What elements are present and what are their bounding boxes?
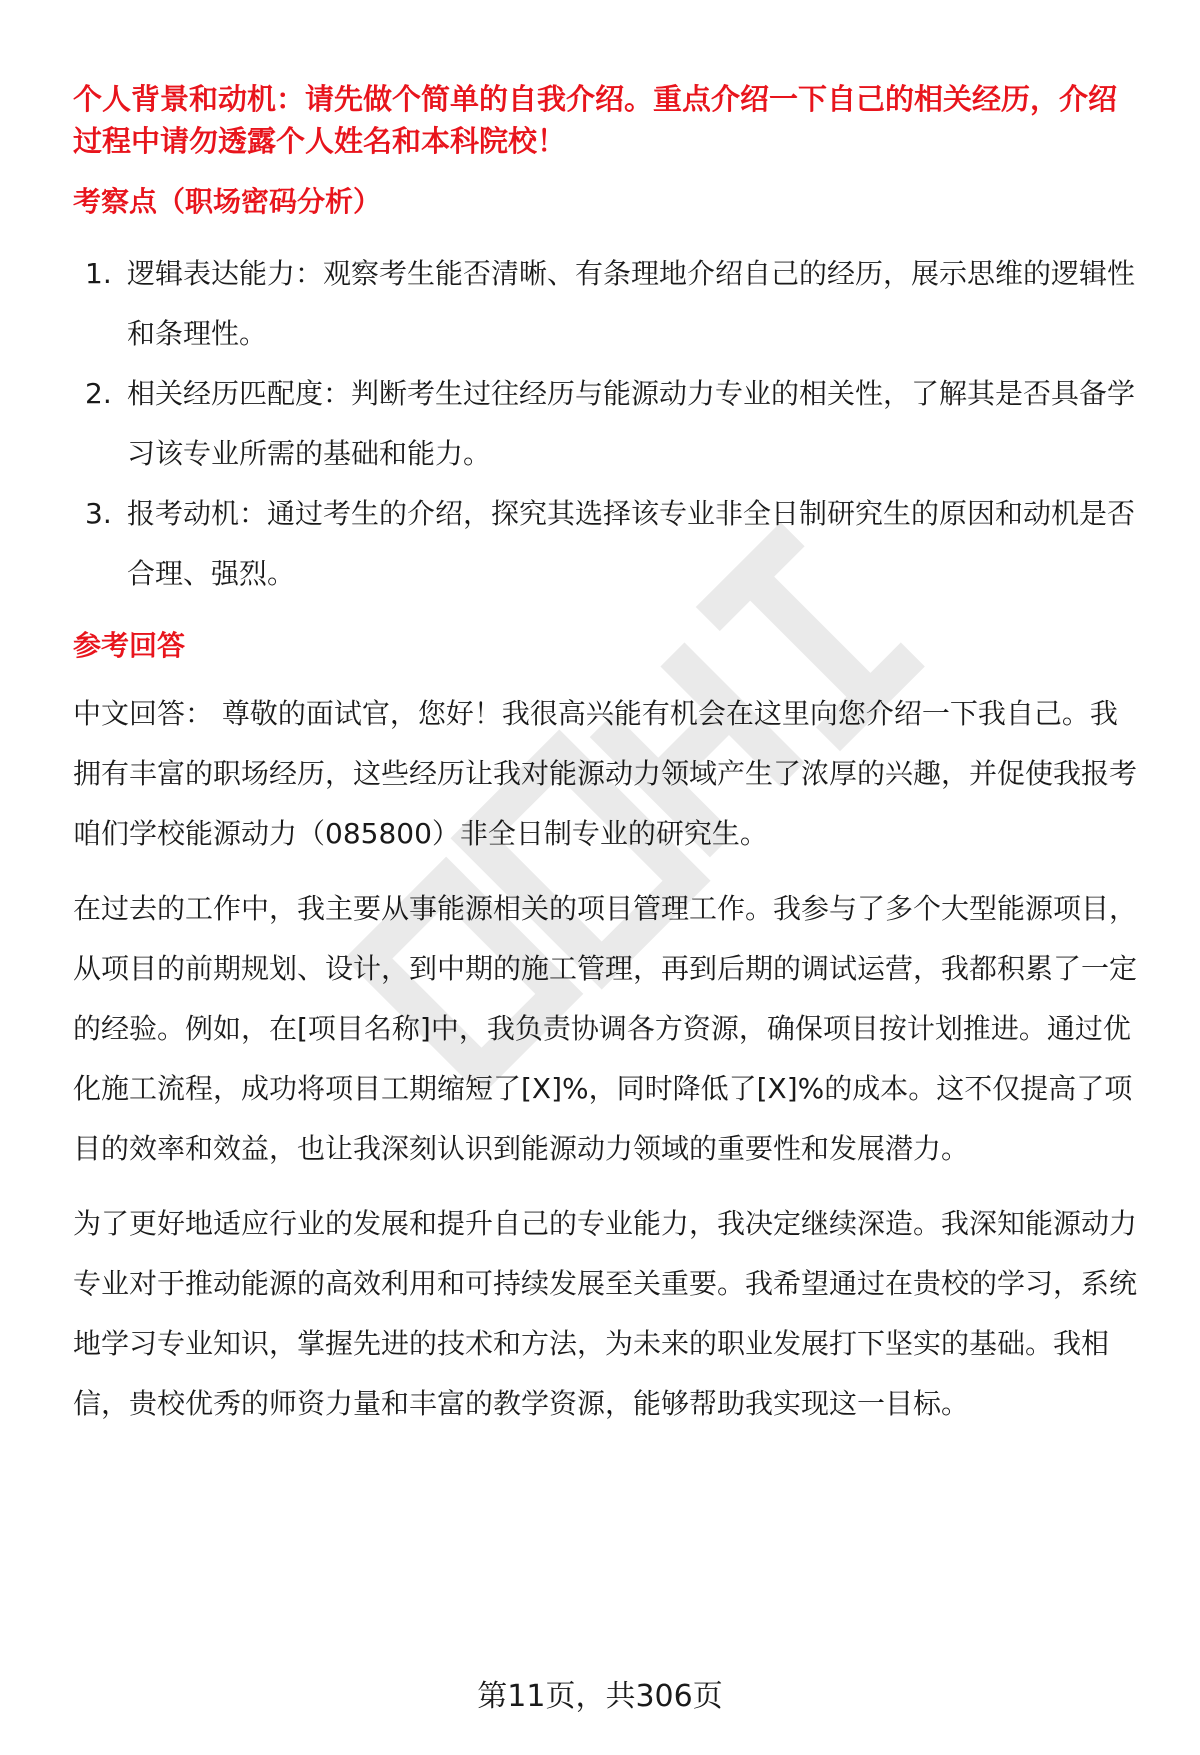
list-item-text: 相关经历匹配度：判断考生过往经历与能源动力专业的相关性，了解其是否具备学习该专业所需的基础和能力。 bbox=[127, 377, 1136, 470]
list-item bbox=[73, 244, 1145, 364]
exam-points-heading: 考察点（职场密码分析） bbox=[73, 185, 382, 218]
list-item-number: 3. bbox=[85, 497, 112, 530]
list-item-text: 逻辑表达能力：观察考生能否清晰、有条理地介绍自己的经历，展示思维的逻辑性和条理性。 bbox=[127, 257, 1136, 350]
page-footer: 第11页，共306页 bbox=[477, 1679, 723, 1714]
answer-paragraph: 中文回答： 尊敬的面试官，您好！我很高兴能有机会在这里向您介绍一下我自己。我拥有丰富的职场经历，这些经历让我对能源动力领域产生了浓厚的兴趣，并促使我报考咱们学校能源动力（085800）非全日制专业的研究生。 bbox=[73, 697, 1138, 850]
list-item-number: 1. bbox=[85, 257, 112, 290]
answer-paragraph: 为了更好地适应行业的发展和提升自己的专业能力，我决定继续深造。我深知能源动力专业对于推动能源的高效利用和可持续发展至关重要。我希望通过在贵校的学习，系统地学习专业知识，掌握先进的技术和方法，为未来的职业发展打下坚实的基础。我相信，贵校优秀的师资力量和丰富的教学资源，能够帮助我实现这一目标。 bbox=[73, 1207, 1138, 1420]
list-item bbox=[73, 364, 1145, 484]
reference-heading: 参考回答 bbox=[73, 629, 186, 662]
answer-paragraph: 在过去的工作中，我主要从事能源相关的项目管理工作。我参与了多个大型能源项目，从项目的前期规划、设计，到中期的施工管理，再到后期的调试运营，我都积累了一定的经验。例如，在[项目名称]中，我负责协调各方资源，确保项目按计划推进。通过优化施工流程，成功将项目工期缩短了[X]%，同时降低了[X]%的成本。这不仅提高了项目的效率和效益，也让我深刻认识到能源动力领域的重要性和发展潜力。 bbox=[73, 892, 1138, 1165]
list-item bbox=[73, 484, 1145, 604]
page-title: 个人背景和动机：请先做个简单的自我介绍。重点介绍一下自己的相关经历，介绍过程中请勿透露个人姓名和本科院校！ bbox=[73, 82, 1118, 158]
document-page bbox=[73, 78, 1145, 1434]
list-item-text: 报考动机：通过考生的介绍，探究其选择该专业非全日制研究生的原因和动机是否合理、强烈。 bbox=[127, 497, 1136, 590]
list-item-number: 2. bbox=[85, 377, 112, 410]
exam-points-list bbox=[73, 244, 1145, 604]
